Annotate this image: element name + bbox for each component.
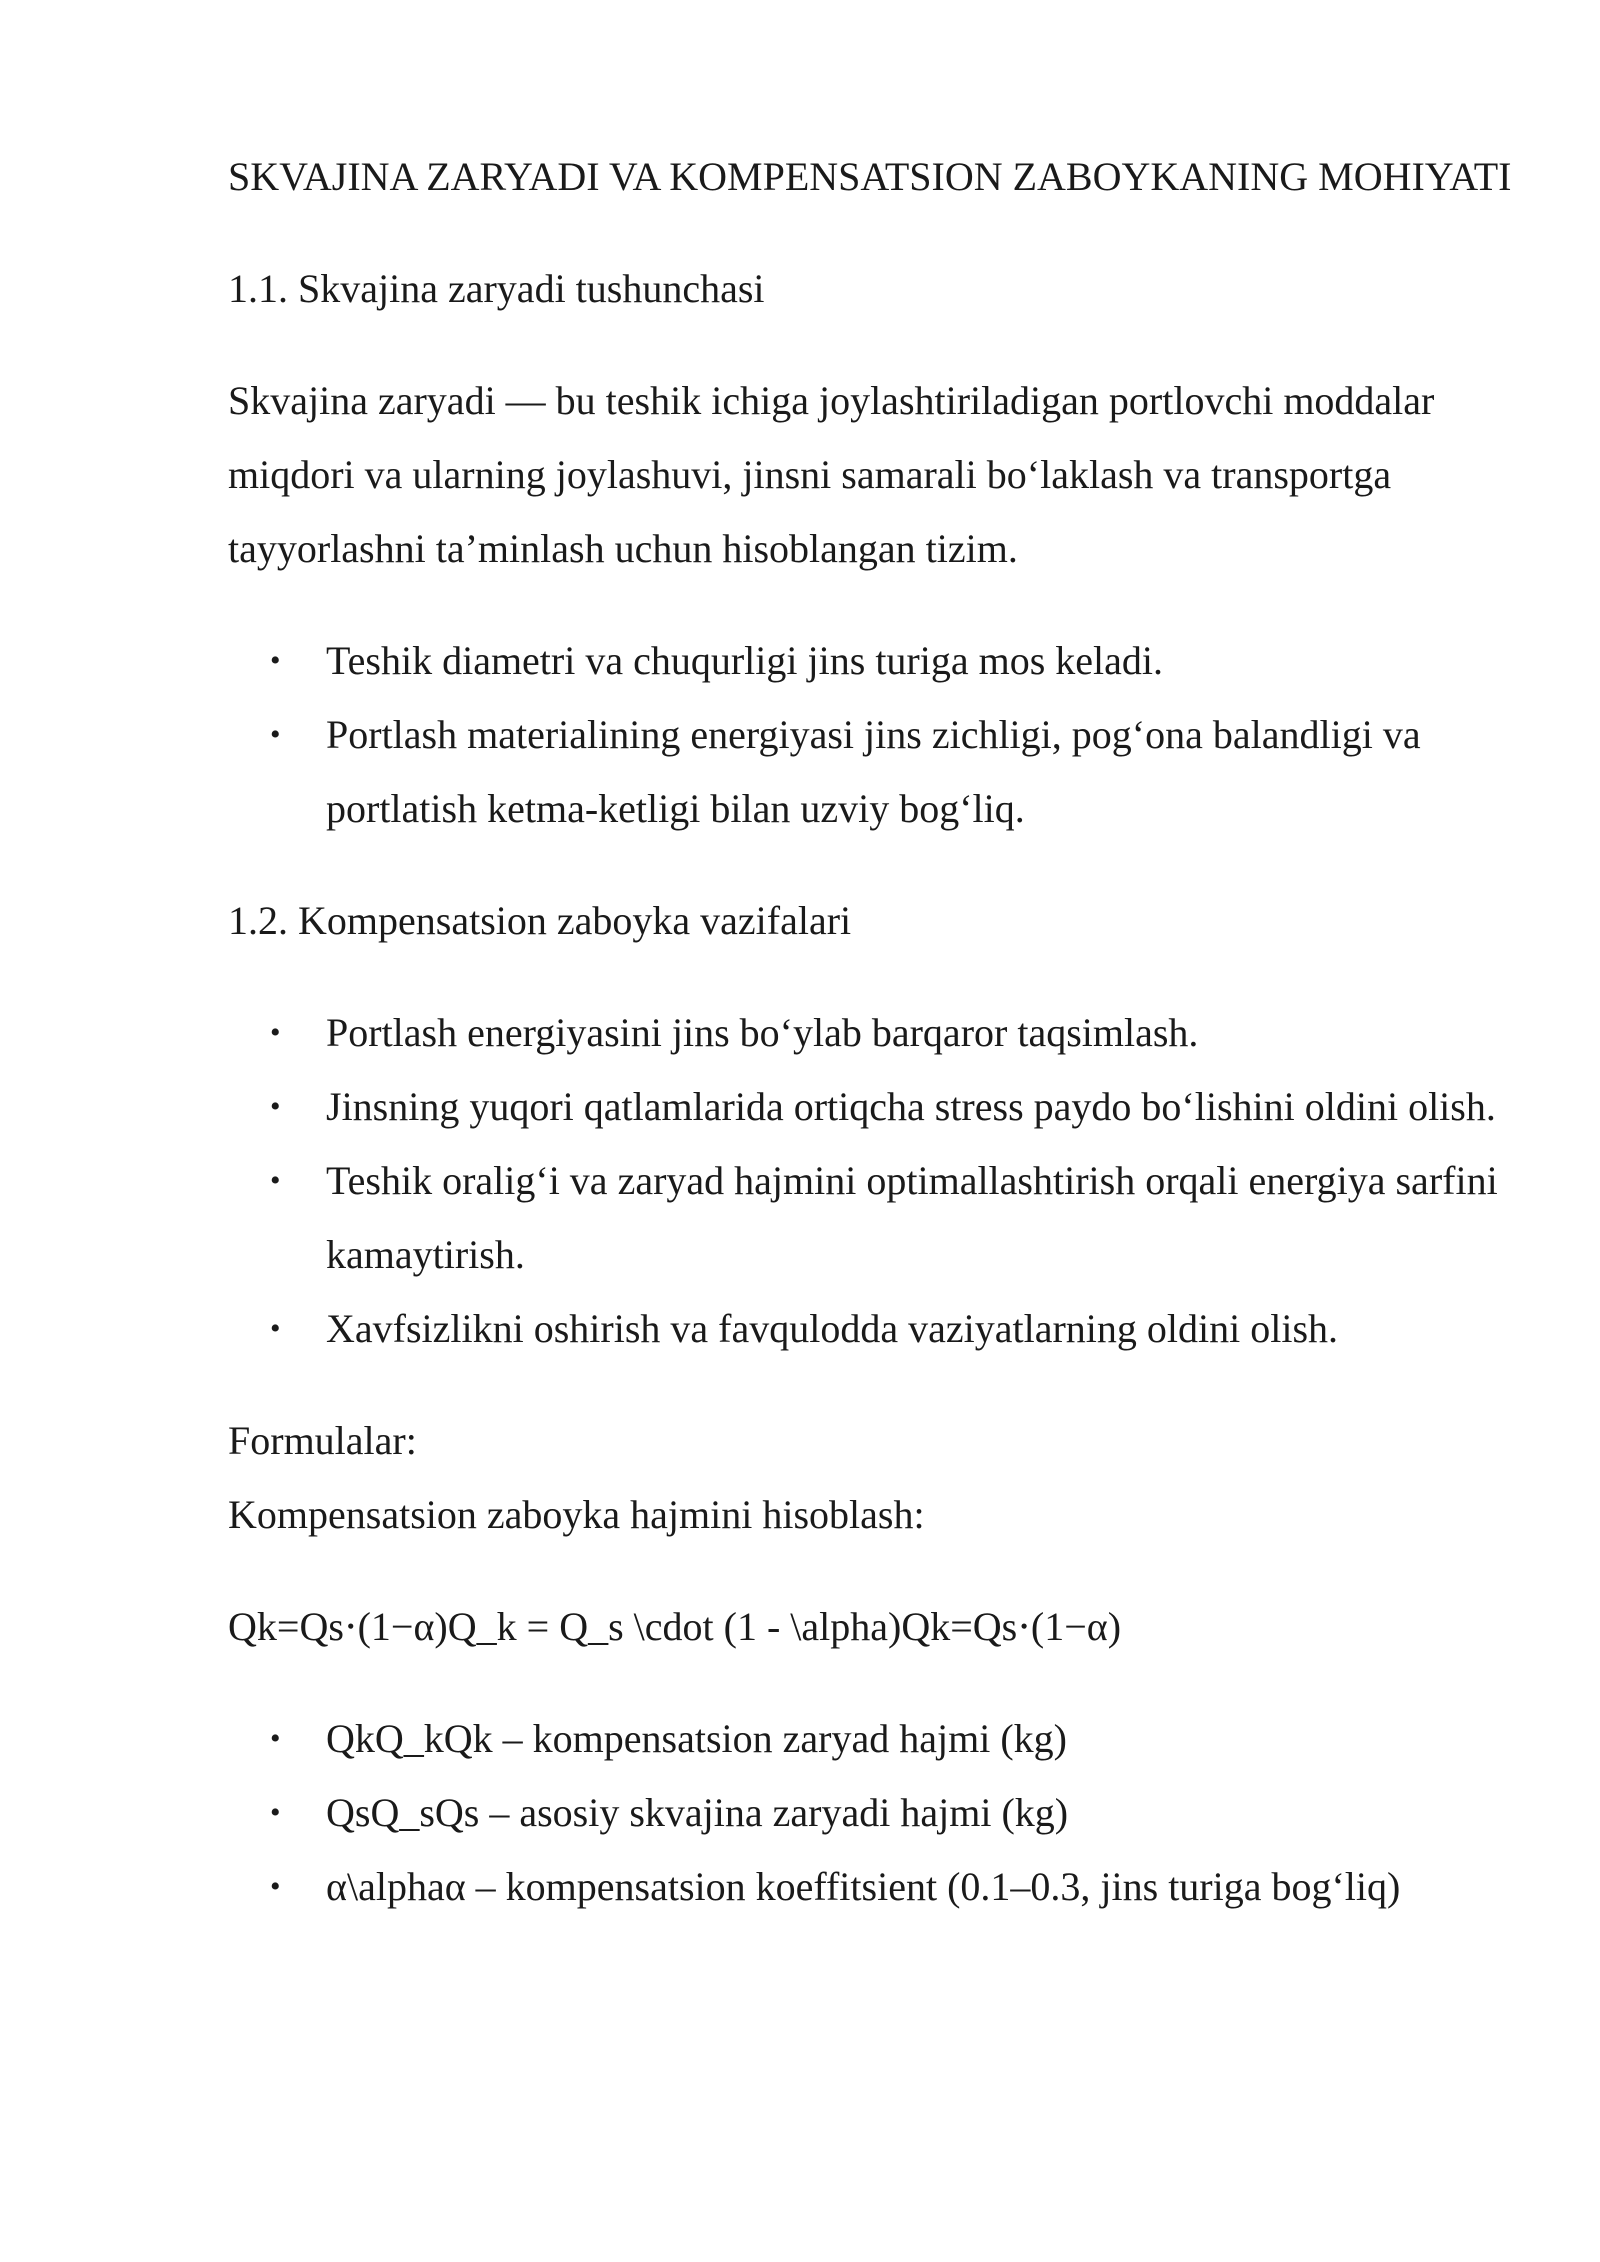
list-item <box>270 996 1528 1070</box>
list-item-text: Teshik oralig‘i va zaryad hajmini optimallashtirish orqali energiya sarfini kamaytirish. <box>326 1158 1498 1277</box>
list-item <box>270 698 1528 846</box>
section-heading-1-1: 1.1. Skvajina zaryadi tushunchasi <box>228 266 765 311</box>
list-item <box>270 1702 1528 1776</box>
bullet-icon: • <box>270 1796 281 1829</box>
section-1-1-paragraph: Skvajina zaryadi — bu teshik ichiga joylashtiriladigan portlovchi moddalar miqdori va ularning joylashuvi, jinsni samarali bo‘laklash va transportga tayyorlashni ta’minlash uchun hisoblangan tizim. <box>228 378 1435 571</box>
bullet-icon: • <box>270 1722 281 1755</box>
section-heading-1-2: 1.2. Kompensatsion zaboyka vazifalari <box>228 898 852 943</box>
document-title: SKVAJINA ZARYADI VA KOMPENSATSION ZABOYKANING MOHIYATI <box>228 154 1512 199</box>
list-item-text: QsQ_sQs – asosiy skvajina zaryadi hajmi (kg) <box>326 1790 1069 1835</box>
list-item-text: Portlash materialining energiyasi jins zichligi, pog‘ona balandligi va portlatish ketma-ketligi bilan uzviy bog‘liq. <box>326 712 1421 831</box>
section-1-2-bullet-list <box>228 996 1528 1366</box>
list-item <box>270 1776 1528 1850</box>
list-item-text: Xavfsizlikni oshirish va favqulodda vaziyatlarning oldini olish. <box>326 1306 1339 1351</box>
list-item <box>270 1850 1528 1924</box>
list-item <box>270 1292 1528 1366</box>
list-item-text: Jinsning yuqori qatlamlarida ortiqcha stress paydo bo‘lishini oldini olish. <box>326 1084 1496 1129</box>
list-item-text: QkQ_kQk – kompensatsion zaryad hajmi (kg) <box>326 1716 1067 1761</box>
list-item-text: α\alphaα – kompensatsion koeffitsient (0.1–0.3, jins turiga bog‘liq) <box>326 1864 1401 1909</box>
bullet-icon: • <box>270 718 281 751</box>
bullet-icon: • <box>270 1164 281 1197</box>
list-item <box>270 624 1528 698</box>
bullet-icon: • <box>270 1312 281 1345</box>
bullet-icon: • <box>270 644 281 677</box>
bullet-icon: • <box>270 1016 281 1049</box>
list-item <box>270 1070 1528 1144</box>
formulas-label: Formulalar: <box>228 1418 417 1463</box>
formula-variables-list <box>228 1702 1528 1924</box>
bullet-icon: • <box>270 1090 281 1123</box>
bullet-icon: • <box>270 1870 281 1903</box>
formulas-intro-text: Kompensatsion zaboyka hajmini hisoblash: <box>228 1492 925 1537</box>
formulas-intro <box>228 1404 1528 1552</box>
compensation-formula: Qk=Qs⋅(1−α)Q_k = Q_s \cdot (1 - \alpha)Qk=Qs⋅(1−α) <box>228 1604 1122 1649</box>
section-1-1-bullet-list <box>228 624 1528 846</box>
list-item <box>270 1144 1528 1292</box>
list-item-text: Teshik diametri va chuqurligi jins turiga mos keladi. <box>326 638 1164 683</box>
list-item-text: Portlash energiyasini jins bo‘ylab barqaror taqsimlash. <box>326 1010 1199 1055</box>
document-page <box>228 140 1528 1962</box>
